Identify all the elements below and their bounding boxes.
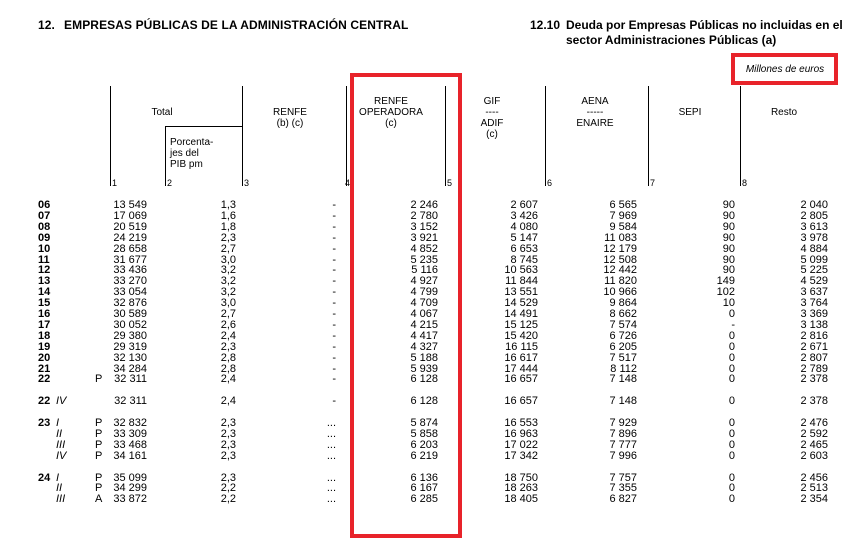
cell-pct-pib: 2,7 [220,308,236,320]
cell-renfe-operadora: 6 285 [410,493,438,506]
cell-gif-adif: 13 551 [504,286,538,299]
cell-gif-adif: 11 844 [505,275,538,288]
cell-pct-pib: 3,2 [220,264,236,277]
cell-resto: 2 456 [800,471,828,484]
table-number: 12.10 [530,18,561,32]
cell-renfe: - [332,220,336,233]
header-gif-adif [470,96,514,140]
cell-total: 20 519 [113,220,147,233]
cell-aena-enaire: 8 112 [610,362,637,375]
cell-year: 13 [38,275,51,288]
cell-renfe: - [332,275,336,288]
header-pct-line2: jes del [170,148,199,159]
table-row [0,353,857,364]
cell-gif-adif: 16 115 [505,340,538,353]
cell-total: 32 130 [113,351,147,364]
rule-col1 [110,86,111,186]
cell-quarter: III [56,438,66,451]
cell-renfe: - [332,253,336,266]
header-gif-line1: GIF [483,96,501,107]
cell-pct-pib: 1,6 [220,209,236,222]
rule-col3 [242,86,243,186]
cell-resto: 4 529 [800,275,828,288]
cell-renfe-operadora: 4 799 [410,286,438,299]
cell-total: 34 284 [113,362,147,375]
cell-renfe-operadora: 6 136 [410,471,438,484]
cell-total: 24 219 [113,231,147,244]
cell-aena-enaire: 7 517 [609,351,637,364]
header-renfe-line2: (b) (c) [276,118,304,129]
col-number-7: 7 [650,178,656,188]
cell-gif-adif: 8 745 [510,253,538,266]
cell-sepi: - [731,318,735,331]
cell-aena-enaire: 8 662 [609,308,637,320]
cell-gif-adif: 4 080 [510,220,538,233]
cell-quarter: III [56,493,66,506]
cell-flag: P [95,427,103,440]
rule-col4 [346,86,347,186]
cell-quarter: II [56,482,63,495]
cell-renfe: - [332,308,336,320]
cell-pct-pib: 2,4 [220,373,236,386]
cell-aena-enaire: 6 726 [609,329,637,342]
cell-renfe-operadora: 5 235 [410,253,438,266]
cell-total: 32 311 [114,373,147,386]
cell-sepi: 0 [728,427,735,440]
cell-renfe-operadora: 6 167 [410,482,438,495]
cell-aena-enaire: 9 584 [609,220,637,233]
cell-renfe: - [332,264,336,277]
cell-aena-enaire: 7 896 [609,427,637,440]
header-resto: Resto [770,107,798,118]
cell-renfe-operadora: 6 128 [410,373,438,386]
cell-quarter: IV [56,395,67,408]
cell-sepi: 0 [728,471,735,484]
cell-resto: 2 805 [800,209,828,222]
cell-resto: 3 764 [800,297,828,310]
cell-resto: 2 671 [800,340,828,353]
cell-sepi: 90 [722,264,735,277]
cell-resto: 2 378 [800,395,828,408]
cell-year: 08 [38,220,51,233]
cell-renfe: - [332,286,336,299]
cell-pct-pib: 3,0 [220,253,236,266]
section-title-text: EMPRESAS PÚBLICAS DE LA ADMINISTRACIÓN CENTRAL [64,18,409,32]
col-number-2: 2 [167,178,173,188]
cell-pct-pib: 2,2 [220,493,236,506]
cell-aena-enaire: 7 929 [609,417,637,429]
cell-sepi: 90 [722,253,735,266]
cell-pct-pib: 2,7 [220,242,236,255]
cell-renfe-operadora: 6 219 [410,449,438,462]
cell-gif-adif: 5 147 [510,231,538,244]
cell-renfe: - [332,242,336,255]
cell-year: 20 [38,351,51,364]
cell-resto: 2 807 [800,351,828,364]
cell-year: 09 [38,231,51,244]
cell-sepi: 0 [728,351,735,364]
table-title [530,18,843,48]
col-number-3: 3 [244,178,250,188]
cell-resto: 2 040 [800,199,828,211]
cell-resto: 3 138 [800,318,828,331]
cell-resto: 2 476 [800,417,828,429]
cell-flag: P [95,417,103,429]
cell-year: 12 [38,264,51,277]
cell-pct-pib: 2,6 [220,318,236,331]
cell-renfe: - [332,297,336,310]
header-renfe-op-line1: RENFE [374,96,408,107]
cell-aena-enaire: 12 508 [603,253,637,266]
cell-gif-adif: 17 022 [504,438,538,451]
cell-pct-pib: 2,3 [220,231,236,244]
cell-renfe: - [332,318,336,331]
header-renfe-line1: RENFE [273,107,307,118]
cell-resto: 2 513 [800,482,828,495]
cell-flag: P [95,373,103,386]
rule-col6 [545,86,546,186]
cell-sepi: 0 [728,417,735,429]
cell-sepi: 0 [728,482,735,495]
col-number-5: 5 [447,178,453,188]
cell-flag: P [95,449,103,462]
cell-renfe-operadora: 4 852 [410,242,438,255]
cell-period [38,494,65,505]
cell-renfe-operadora: 2 780 [410,209,438,222]
cell-total: 31 677 [113,253,147,266]
rule-col7 [648,86,649,186]
cell-renfe-operadora: 4 927 [410,275,438,288]
cell-pct-pib: 3,0 [220,297,236,310]
col-number-8: 8 [742,178,748,188]
cell-aena-enaire: 7 148 [609,395,637,408]
cell-gif-adif: 16 963 [504,427,538,440]
cell-resto: 2 465 [800,438,828,451]
section-number: 12. [38,18,55,32]
cell-aena-enaire: 6 827 [609,493,637,506]
cell-pct-pib: 2,8 [220,362,236,375]
cell-gif-adif: 14 491 [504,308,538,320]
cell-pct-pib: 1,8 [220,220,236,233]
cell-sepi: 0 [728,362,735,375]
cell-period [38,244,50,255]
header-renfe-op-line3: (c) [385,118,397,129]
cell-year: 21 [38,362,51,375]
cell-renfe: ... [326,471,336,484]
cell-total: 33 468 [113,438,147,451]
cell-sepi: 0 [728,438,735,451]
cell-total: 17 069 [113,209,147,222]
cell-pct-pib: 3,2 [220,286,236,299]
cell-sepi: 0 [728,493,735,506]
cell-year: 14 [38,286,51,299]
cell-period [38,374,50,385]
cell-renfe: - [332,231,336,244]
cell-quarter: I [56,417,60,429]
cell-resto: 3 613 [800,220,828,233]
cell-sepi: 102 [716,286,735,299]
cell-year: 18 [38,329,51,342]
cell-pct-pib: 1,3 [220,199,236,211]
cell-total: 33 309 [113,427,147,440]
header-gif-line2: ---- [485,107,499,118]
cell-total: 34 161 [113,449,147,462]
cell-pct-pib: 2,3 [220,438,236,451]
cell-renfe-operadora: 2 246 [410,199,438,211]
header-pct-line3: PIB pm [170,159,203,170]
cell-quarter: II [56,427,63,440]
col-number-6: 6 [547,178,553,188]
header-aena-line1: AENA [581,96,609,107]
cell-year: 22 [38,373,51,386]
cell-aena-enaire: 11 820 [604,275,637,288]
table-row [0,244,857,255]
table-title-line2: sector Administraciones Públicas (a) [566,33,777,47]
cell-gif-adif: 18 405 [504,493,538,506]
cell-renfe-operadora: 5 874 [410,417,438,429]
cell-aena-enaire: 11 083 [604,231,637,244]
cell-period [38,396,66,407]
cell-gif-adif: 18 750 [504,471,538,484]
header-total: Total [151,107,173,118]
section-title [38,18,408,32]
header-pct [170,137,236,170]
header-aena-enaire [565,96,625,129]
header-aena-line3: ENAIRE [576,118,614,129]
cell-resto: 5 099 [800,253,828,266]
cell-total: 32 311 [114,395,147,408]
cell-total: 30 052 [113,318,147,331]
cell-year: 24 [38,471,51,484]
cell-pct-pib: 2,3 [220,427,236,440]
cell-renfe: ... [326,417,336,429]
cell-renfe-operadora: 6 128 [410,395,438,408]
cell-renfe: - [332,199,336,211]
cell-pct-pib: 2,8 [220,351,236,364]
cell-flag: A [95,493,103,506]
cell-renfe-operadora: 4 215 [410,318,438,331]
cell-total: 32 832 [113,417,147,429]
cell-sepi: 90 [722,199,735,211]
cell-period [38,353,50,364]
header-pct-line1: Porcenta- [170,137,214,148]
cell-sepi: 90 [722,231,735,244]
col-number-1: 1 [112,178,118,188]
cell-gif-adif: 14 529 [504,297,538,310]
cell-aena-enaire: 12 442 [603,264,637,277]
cell-aena-enaire: 7 574 [609,318,637,331]
cell-resto: 2 789 [800,362,828,375]
table-row [0,494,857,505]
cell-year: 23 [38,417,51,429]
rule-pct-top [165,126,242,127]
cell-aena-enaire: 7 996 [609,449,637,462]
col-number-4: 4 [345,178,351,188]
cell-gif-adif: 18 263 [504,482,538,495]
cell-sepi: 0 [728,308,735,320]
cell-flag: P [95,482,103,495]
cell-renfe: ... [326,449,336,462]
cell-gif-adif: 16 617 [504,351,538,364]
cell-renfe: - [332,373,336,386]
cell-resto: 3 637 [800,286,828,299]
cell-total: 32 876 [113,297,147,310]
cell-renfe: - [332,209,336,222]
cell-aena-enaire: 10 966 [603,286,637,299]
cell-sepi: 0 [728,449,735,462]
header-renfe-op-line2: OPERADORA [359,107,423,118]
cell-renfe: ... [326,427,336,440]
cell-resto: 3 978 [800,231,828,244]
cell-year: 22 [38,395,51,408]
cell-renfe-operadora: 4 067 [410,308,438,320]
cell-total: 35 099 [113,471,147,484]
cell-sepi: 90 [722,209,735,222]
cell-renfe: ... [326,438,336,451]
cell-aena-enaire: 7 969 [609,209,637,222]
cell-pct-pib: 2,3 [220,417,236,429]
cell-pct-pib: 2,3 [220,449,236,462]
cell-sepi: 0 [728,395,735,408]
cell-resto: 2 816 [800,329,828,342]
cell-gif-adif: 6 653 [510,242,538,255]
cell-gif-adif: 16 657 [504,373,538,386]
cell-sepi: 0 [728,373,735,386]
cell-renfe-operadora: 5 188 [410,351,438,364]
cell-pct-pib: 2,2 [220,482,236,495]
cell-renfe: - [332,329,336,342]
cell-year: 17 [38,318,51,331]
header-gif-line4: (c) [486,129,498,140]
cell-gif-adif: 3 426 [510,209,538,222]
cell-flag: P [95,438,103,451]
cell-renfe-operadora: 3 921 [410,231,438,244]
table-title-line1: Deuda por Empresas Públicas no incluidas en el [566,18,843,32]
cell-total: 33 270 [113,275,147,288]
cell-total: 28 658 [113,242,147,255]
cell-renfe-operadora: 4 709 [410,297,438,310]
header-aena-line2: ----- [586,107,604,118]
cell-pct-pib: 2,3 [220,340,236,353]
cell-gif-adif: 15 125 [504,318,538,331]
cell-aena-enaire: 7 757 [609,471,637,484]
table-row [0,396,857,407]
units-label: Millones de euros [745,64,825,75]
cell-flag: P [95,471,103,484]
cell-renfe-operadora: 5 858 [410,427,438,440]
cell-total: 29 319 [113,340,147,353]
cell-year: 06 [38,199,51,211]
cell-renfe-operadora: 4 327 [410,340,438,353]
rule-col8 [740,86,741,186]
cell-resto: 2 378 [800,373,828,386]
rule-col2 [165,126,166,186]
cell-renfe: - [332,362,336,375]
cell-total: 33 436 [113,264,147,277]
cell-pct-pib: 2,4 [220,329,236,342]
cell-sepi: 90 [722,220,735,233]
cell-aena-enaire: 7 777 [609,438,637,451]
cell-sepi: 90 [722,242,735,255]
table-row [0,374,857,385]
cell-renfe-operadora: 6 203 [410,438,438,451]
cell-resto: 5 225 [800,264,828,277]
cell-pct-pib: 2,3 [220,471,236,484]
header-sepi: SEPI [678,107,702,118]
cell-total: 29 380 [113,329,147,342]
cell-sepi: 0 [728,340,735,353]
cell-renfe: - [332,395,336,408]
cell-quarter: I [56,471,60,484]
cell-year: 19 [38,340,51,353]
cell-resto: 2 592 [800,427,828,440]
cell-aena-enaire: 6 565 [609,199,637,211]
cell-renfe-operadora: 4 417 [410,329,438,342]
cell-pct-pib: 2,4 [220,395,236,408]
cell-gif-adif: 10 563 [504,264,538,277]
cell-gif-adif: 16 657 [504,395,538,408]
cell-renfe-operadora: 3 152 [410,220,438,233]
cell-year: 15 [38,297,51,310]
cell-sepi: 10 [722,297,735,310]
cell-gif-adif: 17 444 [504,362,538,375]
cell-year: 11 [38,253,50,266]
cell-total: 34 299 [113,482,147,495]
cell-gif-adif: 17 342 [504,449,538,462]
cell-total: 30 589 [113,308,147,320]
cell-quarter: IV [56,449,67,462]
cell-renfe: ... [326,482,336,495]
cell-resto: 3 369 [800,308,828,320]
cell-total: 33 054 [113,286,147,299]
cell-aena-enaire: 12 179 [603,242,637,255]
cell-pct-pib: 3,2 [220,275,236,288]
header-renfe [255,107,325,129]
cell-resto: 2 603 [800,449,828,462]
cell-aena-enaire: 7 148 [609,373,637,386]
cell-renfe: ... [326,493,336,506]
cell-total: 13 549 [113,199,147,211]
table-row [0,451,857,462]
cell-aena-enaire: 9 864 [609,297,637,310]
header-gif-line3: ADIF [480,118,504,129]
cell-renfe-operadora: 5 939 [410,362,438,375]
cell-year: 16 [38,308,51,320]
cell-gif-adif: 16 553 [504,417,538,429]
cell-year: 10 [38,242,51,255]
cell-resto: 2 354 [800,493,828,506]
cell-sepi: 0 [728,329,735,342]
cell-gif-adif: 2 607 [510,199,538,211]
cell-period [38,451,66,462]
cell-renfe: - [332,351,336,364]
cell-sepi: 149 [716,275,735,288]
cell-aena-enaire: 6 205 [609,340,637,353]
cell-total: 33 872 [113,493,147,506]
cell-renfe: - [332,340,336,353]
cell-year: 07 [38,209,51,222]
cell-resto: 4 884 [800,242,828,255]
cell-aena-enaire: 7 355 [609,482,637,495]
cell-renfe-operadora: 5 116 [411,264,438,277]
cell-gif-adif: 15 420 [504,329,538,342]
